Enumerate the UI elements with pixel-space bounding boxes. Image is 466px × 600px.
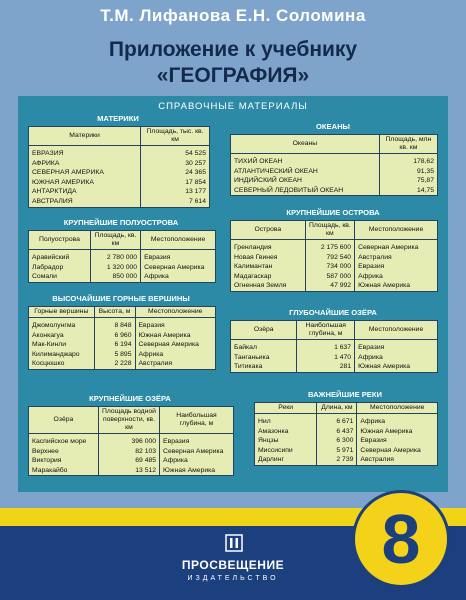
table-cell: 13 512 — [98, 466, 159, 476]
peninsulas-title: КРУПНЕЙШИЕ ПОЛУОСТРОВА — [63, 218, 179, 227]
table-cell: Африка — [358, 272, 383, 280]
table-row — [255, 455, 437, 465]
reference-heading: СПРАВОЧНЫЕ МАТЕРИАЛЫ — [158, 101, 308, 112]
table-cell: 13 177 — [185, 188, 206, 196]
table-cell: Северная Америка — [144, 263, 205, 271]
table-row — [231, 353, 437, 363]
table-cell: АФРИКА — [29, 159, 141, 169]
table-cell: ЕВРАЗИЯ — [29, 146, 141, 159]
oceans-header-name: Океаны — [231, 135, 379, 154]
rivers-table — [254, 402, 438, 466]
table-cell: 7 614 — [188, 197, 206, 205]
table-cell: Африка — [138, 350, 164, 358]
table-cell: Южная Америка — [360, 427, 413, 435]
oceans-header-area: Площадь, млн кв. км — [379, 135, 437, 154]
table-row — [29, 272, 215, 282]
table-cell: Миссисипи — [255, 446, 317, 456]
large-lakes-table — [28, 406, 234, 476]
table-row — [29, 466, 233, 476]
grade-badge: 8 — [352, 490, 450, 588]
table-cell: Южная Америка — [163, 466, 216, 474]
peaks-table — [28, 306, 216, 370]
deep-lakes-header-name: Озёра — [231, 321, 297, 340]
table-row — [29, 331, 215, 341]
table-cell: Северная Америка — [360, 446, 421, 454]
table-row — [231, 253, 437, 263]
peninsulas-table — [28, 230, 216, 283]
table-cell: Косцюшко — [29, 359, 94, 369]
table-cell: 281 — [297, 362, 355, 372]
table-cell: Маракайбо — [29, 466, 98, 476]
table-cell: АНТАРКТИДА — [29, 187, 141, 197]
table-row — [231, 176, 437, 186]
table-row — [29, 318, 215, 331]
table-cell: СЕВЕРНАЯ АМЕРИКА — [29, 168, 141, 178]
table-cell: 792 540 — [305, 253, 354, 263]
table-row — [29, 263, 215, 273]
peninsulas-header-name: Полуострова — [29, 231, 90, 250]
table-cell: Евразия — [144, 254, 171, 261]
rivers-title: ВАЖНЕЙШИЕ РЕКИ — [308, 390, 382, 399]
publisher-logo-icon — [225, 534, 243, 552]
table-cell: 178,62 — [413, 158, 434, 165]
table-cell: Африка — [144, 273, 169, 281]
table-cell: 69 485 — [98, 456, 159, 466]
peaks-header-height: Высота, м — [94, 307, 135, 318]
table-cell: СЕВЕРНЫЙ ЛЕДОВИТЫЙ ОКЕАН — [231, 186, 379, 196]
peaks-header-name: Горные вершины — [29, 307, 94, 318]
table-cell: Евразия — [163, 438, 190, 445]
table-cell: ТИХИЙ ОКЕАН — [231, 154, 379, 167]
deep-lakes-table — [230, 320, 438, 373]
table-cell: 396 000 — [98, 434, 159, 447]
table-row — [29, 159, 209, 169]
table-cell: 6 960 — [94, 331, 135, 341]
table-cell: Мадагаскар — [231, 272, 305, 282]
table-cell: Австралия — [360, 456, 394, 464]
islands-header-name: Острова — [231, 221, 305, 240]
large-lakes-title: КРУПНЕЙШИЕ ОЗЁРА — [89, 394, 171, 403]
table-cell: 47 992 — [305, 281, 354, 291]
table-cell: 6 671 — [317, 414, 357, 427]
table-cell: Гренландия — [231, 240, 305, 253]
table-cell: 17 854 — [185, 178, 206, 186]
table-cell: Танганьика — [231, 353, 297, 363]
table-row — [231, 262, 437, 272]
table-cell: Титикака — [231, 362, 297, 372]
table-cell: Калимантан — [231, 262, 305, 272]
table-cell: Мак-Кинли — [29, 340, 94, 350]
islands-header-location: Местоположение — [355, 221, 437, 240]
table-cell: Килиманджаро — [29, 350, 94, 360]
table-row — [29, 197, 209, 207]
table-cell: Евразия — [360, 437, 387, 445]
table-row — [29, 434, 233, 447]
table-row — [231, 281, 437, 291]
table-cell: 6 300 — [317, 436, 357, 446]
rivers-header-name: Реки — [255, 403, 317, 414]
table-cell: 2 739 — [317, 455, 357, 465]
table-row — [29, 350, 215, 360]
deep-lakes-header-depth: Наибольшая глубина, м — [297, 321, 355, 340]
table-row — [255, 414, 437, 427]
continents-table — [28, 126, 210, 208]
table-cell: ИНДИЙСКИЙ ОКЕАН — [231, 176, 379, 186]
rivers-header-location: Местоположение — [357, 403, 437, 414]
table-cell: АВСТРАЛИЯ — [29, 197, 141, 207]
table-cell: Лабрадор — [29, 263, 90, 273]
table-row — [29, 178, 209, 188]
table-cell: Нил — [255, 414, 317, 427]
islands-title: КРУПНЕЙШИЕ ОСТРОВА — [286, 208, 380, 217]
table-row — [29, 146, 209, 159]
table-row — [29, 250, 215, 263]
peaks-title: ВЫСОЧАЙШИЕ ГОРНЫЕ ВЕРШИНЫ — [52, 294, 190, 303]
publisher-subtitle: ИЗДАТЕЛЬСТВО — [187, 575, 279, 582]
table-cell: 8 848 — [94, 318, 135, 331]
continents-title: МАТЕРИКИ — [97, 114, 139, 123]
table-cell: Африка — [163, 457, 188, 465]
table-cell: Евразия — [358, 263, 385, 271]
table-row — [29, 340, 215, 350]
table-row — [231, 362, 437, 372]
table-row — [231, 240, 437, 253]
table-cell: Амазонка — [255, 427, 317, 437]
table-cell: Австралия — [138, 360, 173, 368]
table-row — [255, 446, 437, 456]
table-row — [29, 168, 209, 178]
table-row — [29, 187, 209, 197]
table-cell: 734 000 — [305, 262, 354, 272]
peaks-header-location: Местоположение — [135, 307, 215, 318]
table-cell: Огненная Земля — [231, 281, 305, 291]
table-cell: Африка — [360, 418, 386, 425]
large-lakes-header-name: Озёра — [29, 407, 98, 434]
islands-header-area: Площадь, кв. км — [305, 221, 354, 240]
table-cell: Дарлинг — [255, 455, 317, 465]
title-line-1: Приложение к учебнику — [108, 38, 358, 61]
table-cell: 82 103 — [98, 447, 159, 457]
table-cell: Австралия — [358, 253, 392, 261]
table-cell: Евразия — [358, 344, 385, 351]
deep-lakes-header-location: Местоположение — [355, 321, 437, 340]
table-cell: Южная Америка — [358, 282, 411, 290]
table-row — [29, 447, 233, 457]
table-cell: 6 194 — [94, 340, 135, 350]
table-cell: Верхнее — [29, 447, 98, 457]
table-cell: Янцзы — [255, 436, 317, 446]
continents-header-area: Площадь, тыс. кв. км — [141, 127, 209, 146]
table-cell: 5 895 — [94, 350, 135, 360]
table-cell: Северная Америка — [138, 341, 199, 349]
table-cell: 5 971 — [317, 446, 357, 456]
table-cell: Каспийское море — [29, 434, 98, 447]
peninsulas-header-location: Местоположение — [141, 231, 215, 250]
table-cell: 54 525 — [185, 150, 206, 157]
table-row — [231, 154, 437, 167]
table-cell: 2 175 600 — [305, 240, 354, 253]
table-cell: Байкал — [231, 340, 297, 353]
table-cell: 6 437 — [317, 427, 357, 437]
table-cell: 1 470 — [297, 353, 355, 363]
table-cell: 587 000 — [305, 272, 354, 282]
large-lakes-header-depth: Наибольшая глубина, м — [160, 407, 233, 434]
table-cell: ЮЖНАЯ АМЕРИКА — [29, 178, 141, 188]
publisher-name: ПРОСВЕЩЕНИЕ — [181, 558, 285, 572]
table-cell: Аконкагуа — [29, 331, 94, 341]
islands-table — [230, 220, 438, 292]
continents-header-name: Материки — [29, 127, 141, 146]
table-cell: Виктория — [29, 456, 98, 466]
table-cell: 2 228 — [94, 359, 135, 369]
rivers-header-length: Длина, км — [317, 403, 357, 414]
table-cell: 1 637 — [297, 340, 355, 353]
authors: Т.М. Лифанова Е.Н. Соломина — [100, 6, 366, 25]
reference-panel — [18, 96, 448, 492]
table-cell: 1 320 000 — [90, 263, 140, 273]
title-line-2: «ГЕОГРАФИЯ» — [156, 64, 310, 87]
table-cell: Сомали — [29, 272, 90, 282]
table-cell: 30 257 — [185, 159, 206, 167]
peninsulas-header-area: Площадь, кв. км — [90, 231, 140, 250]
table-cell: Северная Америка — [163, 447, 224, 455]
large-lakes-header-area: Площадь водной поверхности, кв. км — [98, 407, 159, 434]
table-cell: Южная Америка — [358, 363, 411, 371]
table-cell: Северная Америка — [358, 244, 419, 251]
oceans-title: ОКЕАНЫ — [315, 122, 350, 131]
table-cell: 2 780 000 — [90, 250, 140, 263]
table-row — [231, 272, 437, 282]
deep-lakes-title: ГЛУБОЧАЙШИЕ ОЗЁРА — [289, 308, 377, 317]
table-cell: 24 365 — [185, 169, 206, 177]
table-cell: Новая Гвинея — [231, 253, 305, 263]
oceans-table — [230, 134, 438, 196]
table-cell: 850 000 — [90, 272, 140, 282]
table-cell: 91,35 — [416, 167, 434, 175]
table-row — [231, 167, 437, 177]
table-cell: Аравийский — [29, 250, 90, 263]
table-cell: Джомолунгма — [29, 318, 94, 331]
table-cell: Южная Америка — [138, 331, 191, 339]
table-cell: АТЛАНТИЧЕСКИЙ ОКЕАН — [231, 167, 379, 177]
table-cell: Африка — [358, 353, 383, 361]
table-cell: 75,87 — [416, 177, 434, 185]
table-row — [231, 340, 437, 353]
table-row — [255, 436, 437, 446]
table-cell: Евразия — [138, 322, 165, 329]
table-row — [29, 359, 215, 369]
table-cell: 14,75 — [416, 186, 434, 194]
table-row — [231, 186, 437, 196]
table-row — [255, 427, 437, 437]
table-row — [29, 456, 233, 466]
